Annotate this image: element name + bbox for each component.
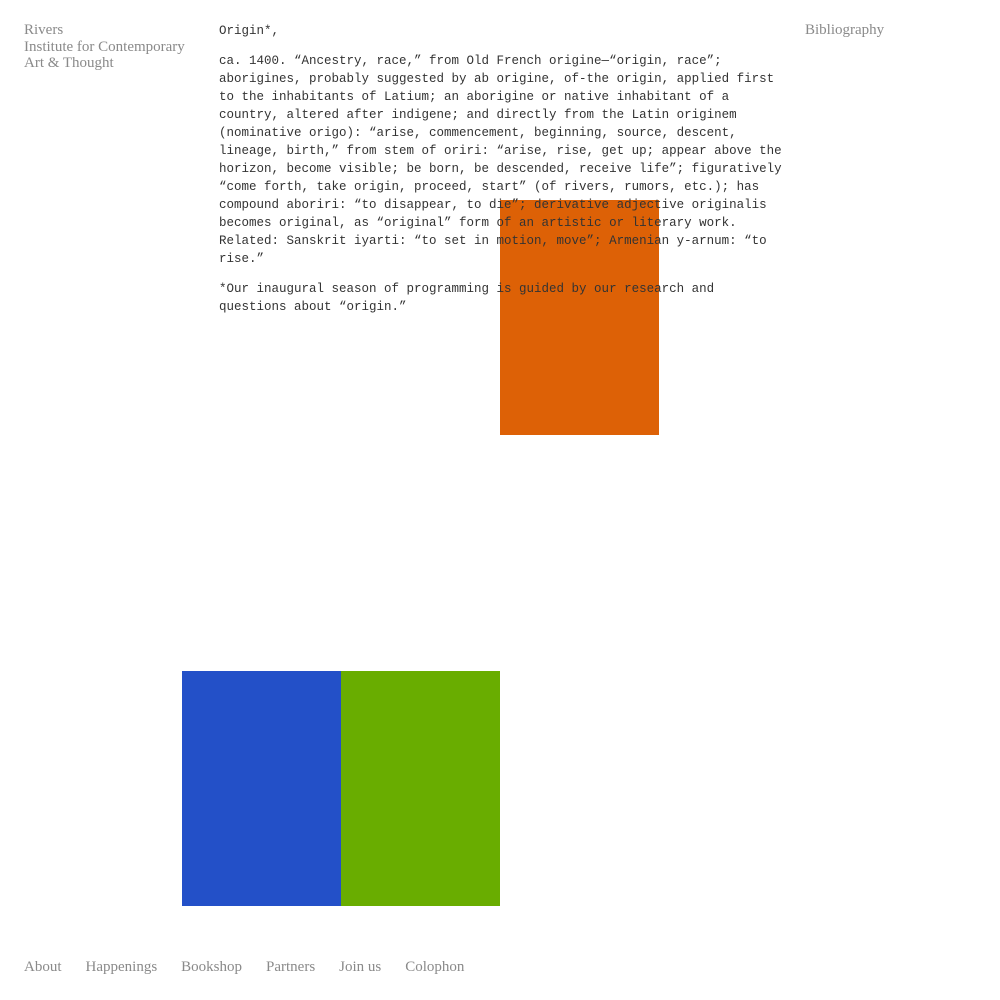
nav-link-about[interactable]: About (24, 959, 62, 975)
blue-color-block (182, 671, 341, 906)
nav-link-colophon[interactable]: Colophon (405, 959, 465, 975)
footnote-paragraph: *Our inaugural season of programming is guided by our research and questions about “origin.” (219, 282, 715, 314)
logo-line-rivers: Rivers (24, 22, 64, 38)
main-content (219, 22, 789, 328)
nav-link-partners[interactable]: Partners (266, 959, 316, 975)
nav-link-happenings[interactable]: Happenings (85, 959, 158, 975)
logo-line-institute: Institute for Contemporary (24, 38, 185, 55)
nav-link-bookshop[interactable]: Bookshop (181, 959, 242, 975)
bibliography-link[interactable]: Bibliography (805, 22, 885, 38)
logo-link[interactable] (24, 22, 185, 72)
page-title: Origin*, (219, 24, 280, 38)
site-logo[interactable] (24, 22, 185, 72)
etymology-paragraph: ca. 1400. “Ancestry, race,” from Old French origine—“origin, race”; aborigines, probably suggested by ab origine, of-the origin, applied first to the inhabitants of Latium; an aborigine or native inhabitant of a country, altered after indigene; and directly from the Latin originem (nominative origo): “arise, commencement, beginning, source, descent, lineage, birth,” from stem of oriri: “arise, rise, get up; appear above the horizon, become visible; be born, be descended, receive life”; figuratively “come forth, take origin, proceed, start” (of rivers, rumors, etc.); has compound aboriri: “to disappear, to die”; derivative adjective originalis becomes original, as “original” form of an artistic or literary work. Related: Sanskrit iyarti: “to set in motion, move”; Armenian y-arnum: “to rise.” (219, 54, 782, 266)
footer-nav (24, 958, 488, 976)
nav-link-join-us[interactable]: Join us (339, 959, 382, 975)
green-color-block (341, 671, 500, 906)
logo-line-art-thought: Art & Thought (24, 55, 114, 71)
